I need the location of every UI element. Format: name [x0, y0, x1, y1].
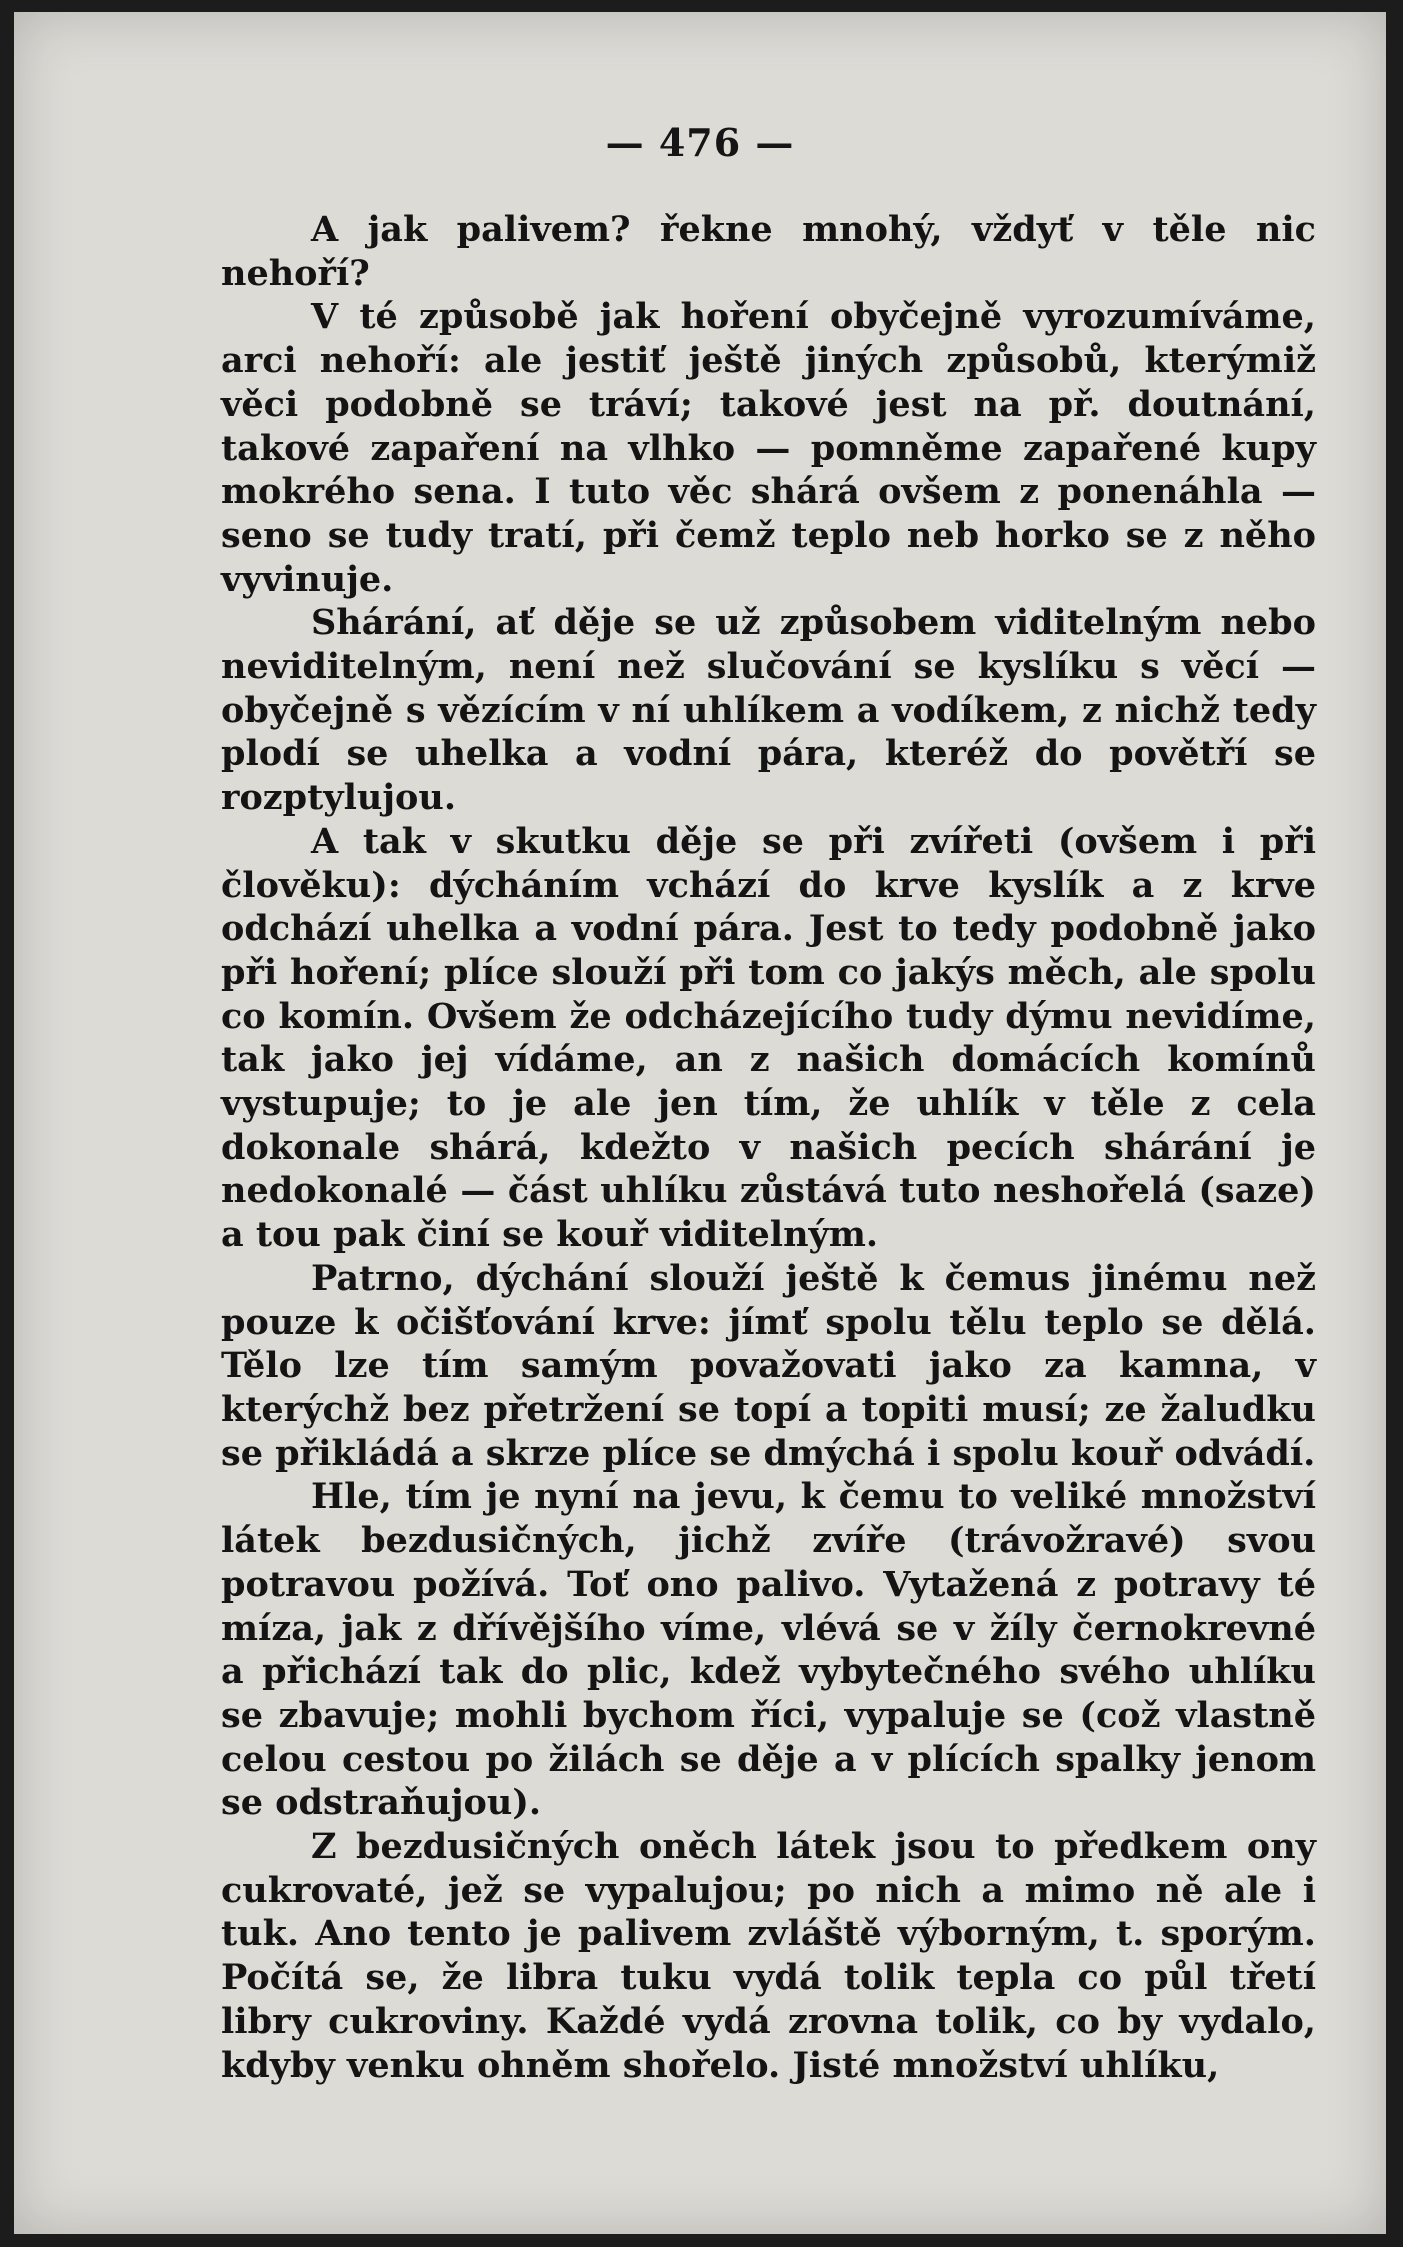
page-number: — 476 —: [605, 120, 795, 165]
paragraph: Shárání, ať děje se už způsobem viditelným nebo neviditelným, není než slučování se kyslíku s věcí — obyčejně s vězícím v ní uhlíkem a vodíkem, z nichž tedy plodí se uhelka a vodní pára, kteréž do povětří se rozptylujou.: [221, 602, 1316, 819]
body-text: [221, 208, 1316, 2087]
paragraph: Z bezdusičných oněch látek jsou to předkem ony cukrovaté, jež se vypalujou; po nich a mimo ně ale i tuk. Ano tento je palivem zvláště výborným, t. sporým. Počítá se, že libra tuku vydá tolik tepla co půl třetí libry cukroviny. Každé vydá zrovna tolik, co by vydalo, kdyby venku ohněm shořelo. Jisté množství uhlíku,: [221, 1826, 1316, 2086]
paragraph: A jak palivem? řekne mnohý, vždyť v těle nic nehoří?: [221, 209, 1316, 294]
paragraph: A tak v skutku děje se při zvířeti (ovšem i při člověku): dýcháním vchází do krve kyslík a z krve odchází uhelka a vodní pára. Jest to tedy podobně jako při hoření; plíce slouží při tom co jakýs měch, ale spolu co komín. Ovšem že odcházejícího tudy dýmu nevidíme, tak jako jej vídáme, an z našich domácích komínů vystupuje; to je ale jen tím, že uhlík v těle z cela dokonale shárá, kdežto v našich pecích shárání je nedokonalé — část uhlíku zůstává tuto neshořelá (saze) a tou pak činí se kouř viditelným.: [221, 820, 1316, 1256]
paragraph: Hle, tím je nyní na jevu, k čemu to veliké množství látek bezdusičných, jichž zvíře (trávožravé) svou potravou požívá. Toť ono palivo. Vytažená z potravy té míza, jak z dřívějšího víme, vlévá se v žíly černokrevné a přichází tak do plic, kdež vybytečného svého uhlíku se zbavuje; mohli bychom říci, vypaluje se (což vlastně celou cestou po žilách se děje a v plících spalky jenom se odstraňujou).: [221, 1476, 1316, 1824]
book-page: [14, 12, 1386, 2234]
paragraph: V té způsobě jak hoření obyčejně vyrozumíváme, arci nehoří: ale jestiť ještě jiných způsobů, kterýmiž věci podobně se tráví; takové jest na př. doutnání, takové zapaření na vlhko — pomněme zapařené kupy mokrého sena. I tuto věc shárá ovšem z ponenáhla — seno se tudy tratí, při čemž teplo neb horko se z něho vyvinuje.: [221, 296, 1316, 600]
paragraph: Patrno, dýchání slouží ještě k čemus jinému než pouze k očišťování krve: jímť spolu tělu teplo se dělá. Tělo lze tím samým považovati jako za kamna, v kterýchž bez přetržení se topí a topiti musí; ze žaludku se přikládá a skrze plíce se dmýchá i spolu kouř odvádí.: [221, 1257, 1316, 1474]
